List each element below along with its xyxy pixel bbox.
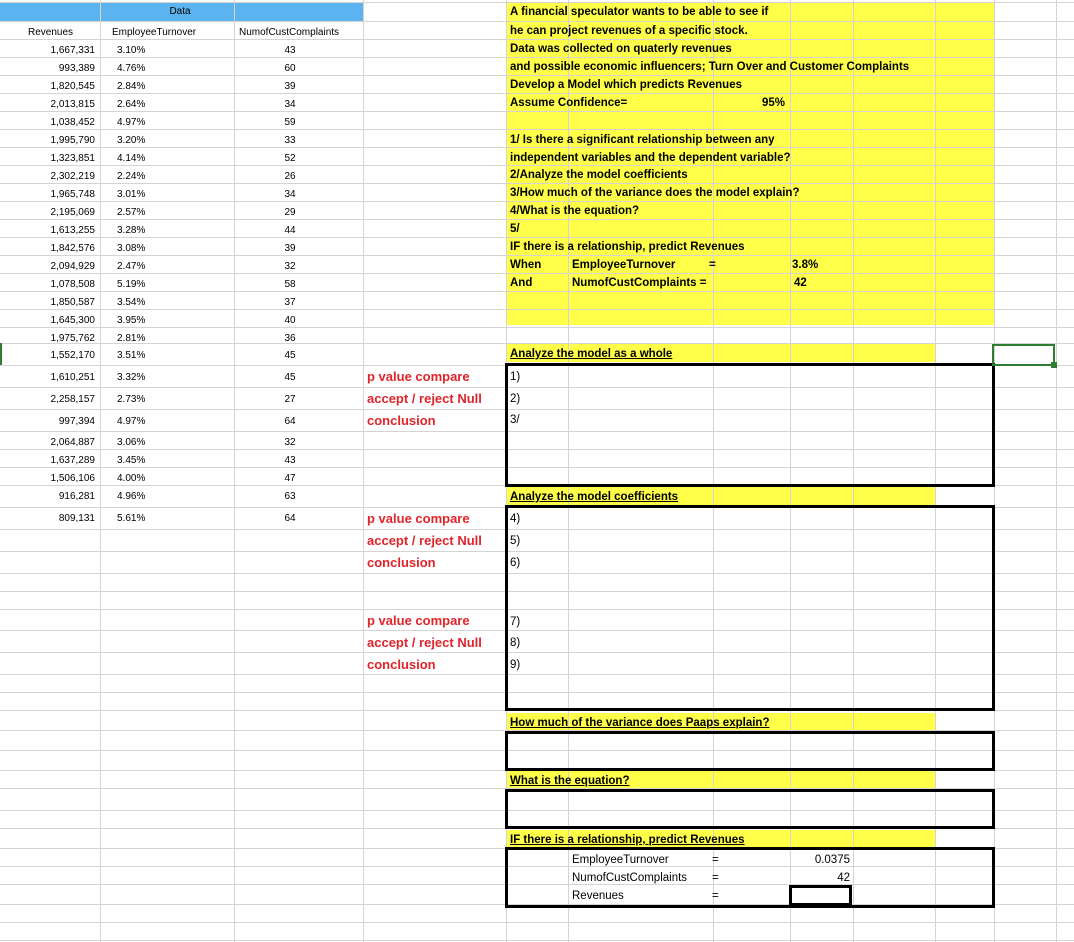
answer-4: 4) (510, 513, 521, 525)
var1-label: EmployeeTurnover (572, 259, 676, 271)
revenue-cell[interactable]: 1,842,576 (50, 243, 95, 254)
complaints-cell[interactable]: 45 (284, 350, 296, 361)
answer-3: 3/ (510, 414, 520, 426)
revenue-cell[interactable]: 1,820,545 (50, 81, 95, 92)
predict-var2-label: NumofCustComplaints (572, 872, 688, 884)
revenue-cell[interactable]: 1,552,170 (50, 350, 95, 361)
section-predict-title: IF there is a relationship, predict Revenues (510, 834, 745, 846)
answer-7: 7) (510, 616, 521, 628)
confidence-label: Assume Confidence= (510, 97, 628, 109)
complaints-cell[interactable]: 26 (284, 171, 296, 182)
turnover-cell[interactable]: 2.73% (117, 394, 146, 405)
question-2: 2/Analyze the model coefficients (510, 169, 688, 181)
complaints-cell[interactable]: 47 (284, 473, 296, 484)
turnover-cell[interactable]: 3.20% (117, 135, 146, 146)
turnover-cell[interactable]: 4.97% (117, 117, 146, 128)
complaints-cell[interactable]: 29 (284, 207, 296, 218)
revenue-cell[interactable]: 993,389 (58, 63, 95, 74)
complaints-cell[interactable]: 32 (284, 261, 296, 272)
revenue-cell[interactable]: 916,281 (58, 491, 95, 502)
predict-var1-label: EmployeeTurnover (572, 854, 669, 866)
revenue-cell[interactable]: 1,975,762 (50, 333, 95, 344)
turnover-cell[interactable]: 2.64% (117, 99, 146, 110)
var2-label: NumofCustComplaints = (572, 277, 707, 289)
turnover-cell[interactable]: 2.81% (117, 333, 146, 344)
answer-box-equation[interactable] (505, 789, 995, 829)
answer-1: 1) (510, 371, 521, 383)
complaints-cell[interactable]: 34 (284, 99, 296, 110)
accept-label-2: accept / reject Null (367, 533, 482, 548)
col-header-revenues: Revenues (28, 27, 74, 38)
turnover-cell[interactable]: 4.76% (117, 63, 146, 74)
and-label: And (510, 277, 533, 289)
turnover-cell[interactable]: 2.57% (117, 207, 146, 218)
predict-var2-value[interactable]: 42 (837, 872, 850, 884)
turnover-cell[interactable]: 4.97% (117, 416, 146, 427)
answer-5: 5) (510, 535, 521, 547)
complaints-cell[interactable]: 37 (284, 297, 296, 308)
answer-6: 6) (510, 557, 521, 569)
question-4: 4/What is the equation? (510, 205, 640, 217)
revenue-cell[interactable]: 809,131 (58, 513, 95, 524)
predict-revenues-output[interactable] (789, 885, 852, 906)
data-header-label: Data (169, 6, 191, 17)
turnover-cell[interactable]: 3.54% (117, 297, 146, 308)
turnover-cell[interactable]: 3.28% (117, 225, 146, 236)
revenue-cell[interactable]: 1,637,289 (50, 455, 95, 466)
revenue-cell[interactable]: 1,965,748 (50, 189, 95, 200)
col-header-employee-turnover: EmployeeTurnover (112, 27, 197, 38)
turnover-cell[interactable]: 5.61% (117, 513, 146, 524)
fill-handle[interactable] (1051, 362, 1057, 368)
pvalue-label-1: p value compare (367, 369, 470, 384)
complaints-cell[interactable]: 32 (284, 437, 296, 448)
question-5: 5/ (510, 223, 520, 235)
revenue-cell[interactable]: 997,394 (58, 416, 95, 427)
turnover-cell[interactable]: 4.00% (117, 473, 146, 484)
revenue-cell[interactable]: 1,610,251 (50, 372, 95, 383)
var1-value: 3.8% (792, 259, 819, 271)
complaints-cell[interactable]: 39 (284, 81, 296, 92)
answer-box-coeff[interactable] (505, 505, 995, 711)
predict-var1-eq: = (712, 854, 719, 866)
complaints-cell[interactable]: 64 (284, 513, 296, 524)
section-whole-title: Analyze the model as a whole (510, 348, 673, 360)
conclusion-label-3: conclusion (367, 657, 436, 672)
complaints-cell[interactable]: 33 (284, 135, 296, 146)
complaints-cell[interactable]: 40 (284, 315, 296, 326)
revenue-cell[interactable]: 1,645,300 (50, 315, 95, 326)
col-header-complaints: NumofCustComplaints (239, 27, 340, 38)
var1-eq: = (709, 259, 716, 271)
complaints-cell[interactable]: 58 (284, 279, 296, 290)
turnover-cell[interactable]: 3.08% (117, 243, 146, 254)
turnover-cell[interactable]: 3.06% (117, 437, 146, 448)
complaints-cell[interactable]: 27 (284, 394, 296, 405)
turnover-cell[interactable]: 2.84% (117, 81, 146, 92)
predict-var1-value[interactable]: 0.0375 (814, 854, 850, 866)
section-equation-title: What is the equation? (510, 775, 630, 787)
when-label: When (510, 259, 542, 271)
complaints-cell[interactable]: 39 (284, 243, 296, 254)
question-1b: independent variables and the dependent variable? (510, 152, 791, 164)
confidence-value: 95% (762, 97, 786, 109)
turnover-cell[interactable]: 3.32% (117, 372, 146, 383)
revenue-cell[interactable]: 1,613,255 (50, 225, 95, 236)
problem-line-5: Develop a Model which predicts Revenues (510, 79, 742, 91)
revenue-cell[interactable]: 2,094,929 (50, 261, 95, 272)
answer-box-whole[interactable] (505, 363, 995, 487)
conclusion-label-2: conclusion (367, 555, 436, 570)
selected-cell[interactable] (992, 344, 1055, 366)
pvalue-label-2: p value compare (367, 511, 470, 526)
answer-box-variance[interactable] (505, 731, 995, 771)
revenue-cell[interactable]: 2,013,815 (50, 99, 95, 110)
revenue-cell[interactable]: 1,038,452 (50, 117, 95, 128)
var2-value: 42 (794, 277, 807, 289)
revenue-cell[interactable]: 1,323,851 (50, 153, 95, 164)
revenue-cell[interactable]: 1,995,790 (50, 135, 95, 146)
complaints-cell[interactable]: 45 (284, 372, 296, 383)
problem-line-2: he can project revenues of a specific stock. (510, 25, 748, 37)
predict-revenues-label: Revenues (572, 890, 624, 902)
revenue-cell[interactable]: 1,667,331 (50, 45, 95, 56)
complaints-cell[interactable]: 34 (284, 189, 296, 200)
pvalue-label-3: p value compare (367, 613, 470, 628)
answer-9: 9) (510, 659, 521, 671)
turnover-cell[interactable]: 5.19% (117, 279, 146, 290)
conclusion-label-1: conclusion (367, 413, 436, 428)
complaints-cell[interactable]: 43 (284, 45, 296, 56)
predict-var2-eq: = (712, 872, 719, 884)
revenue-cell[interactable]: 2,258,157 (50, 394, 95, 405)
revenue-cell[interactable]: 1,506,106 (50, 473, 95, 484)
turnover-cell[interactable]: 4.14% (117, 153, 146, 164)
revenue-cell[interactable]: 1,850,587 (50, 297, 95, 308)
answer-8: 8) (510, 637, 521, 649)
complaints-cell[interactable]: 60 (284, 63, 296, 74)
accept-label-3: accept / reject Null (367, 635, 482, 650)
complaints-cell[interactable]: 63 (284, 491, 296, 502)
complaints-cell[interactable]: 36 (284, 333, 296, 344)
turnover-cell[interactable]: 3.51% (117, 350, 146, 361)
question-1a: 1/ Is there a significant relationship between any (510, 134, 775, 146)
question-3: 3/How much of the variance does the model explain? (510, 187, 800, 199)
section-variance-title: How much of the variance does Paaps explain? (510, 717, 770, 729)
turnover-cell[interactable]: 3.01% (117, 189, 146, 200)
predict-revenues-eq: = (712, 890, 719, 902)
complaints-cell[interactable]: 59 (284, 117, 296, 128)
complaints-cell[interactable]: 52 (284, 153, 296, 164)
turnover-cell[interactable]: 3.95% (117, 315, 146, 326)
problem-line-4: and possible economic influencers; Turn Over and Customer Complaints (510, 61, 910, 73)
turnover-cell[interactable]: 2.24% (117, 171, 146, 182)
revenue-cell[interactable]: 2,064,887 (50, 437, 95, 448)
answer-2: 2) (510, 393, 521, 405)
complaints-cell[interactable]: 44 (284, 225, 296, 236)
section-coeff-title: Analyze the model coefficients (510, 491, 679, 503)
complaints-cell[interactable]: 64 (284, 416, 296, 427)
revenue-cell[interactable]: 2,302,219 (50, 171, 95, 182)
revenue-cell[interactable]: 1,078,508 (50, 279, 95, 290)
turnover-cell[interactable]: 2.47% (117, 261, 146, 272)
problem-line-1: A financial speculator wants to be able to see if (510, 6, 769, 18)
complaints-cell[interactable]: 43 (284, 455, 296, 466)
problem-line-3: Data was collected on quaterly revenues (510, 43, 732, 55)
turnover-cell[interactable]: 3.45% (117, 455, 146, 466)
turnover-cell[interactable]: 4.96% (117, 491, 146, 502)
turnover-cell[interactable]: 3.10% (117, 45, 146, 56)
question-predict: IF there is a relationship, predict Revenues (510, 241, 745, 253)
revenue-cell[interactable]: 2,195,069 (50, 207, 95, 218)
accept-label-1: accept / reject Null (367, 391, 482, 406)
